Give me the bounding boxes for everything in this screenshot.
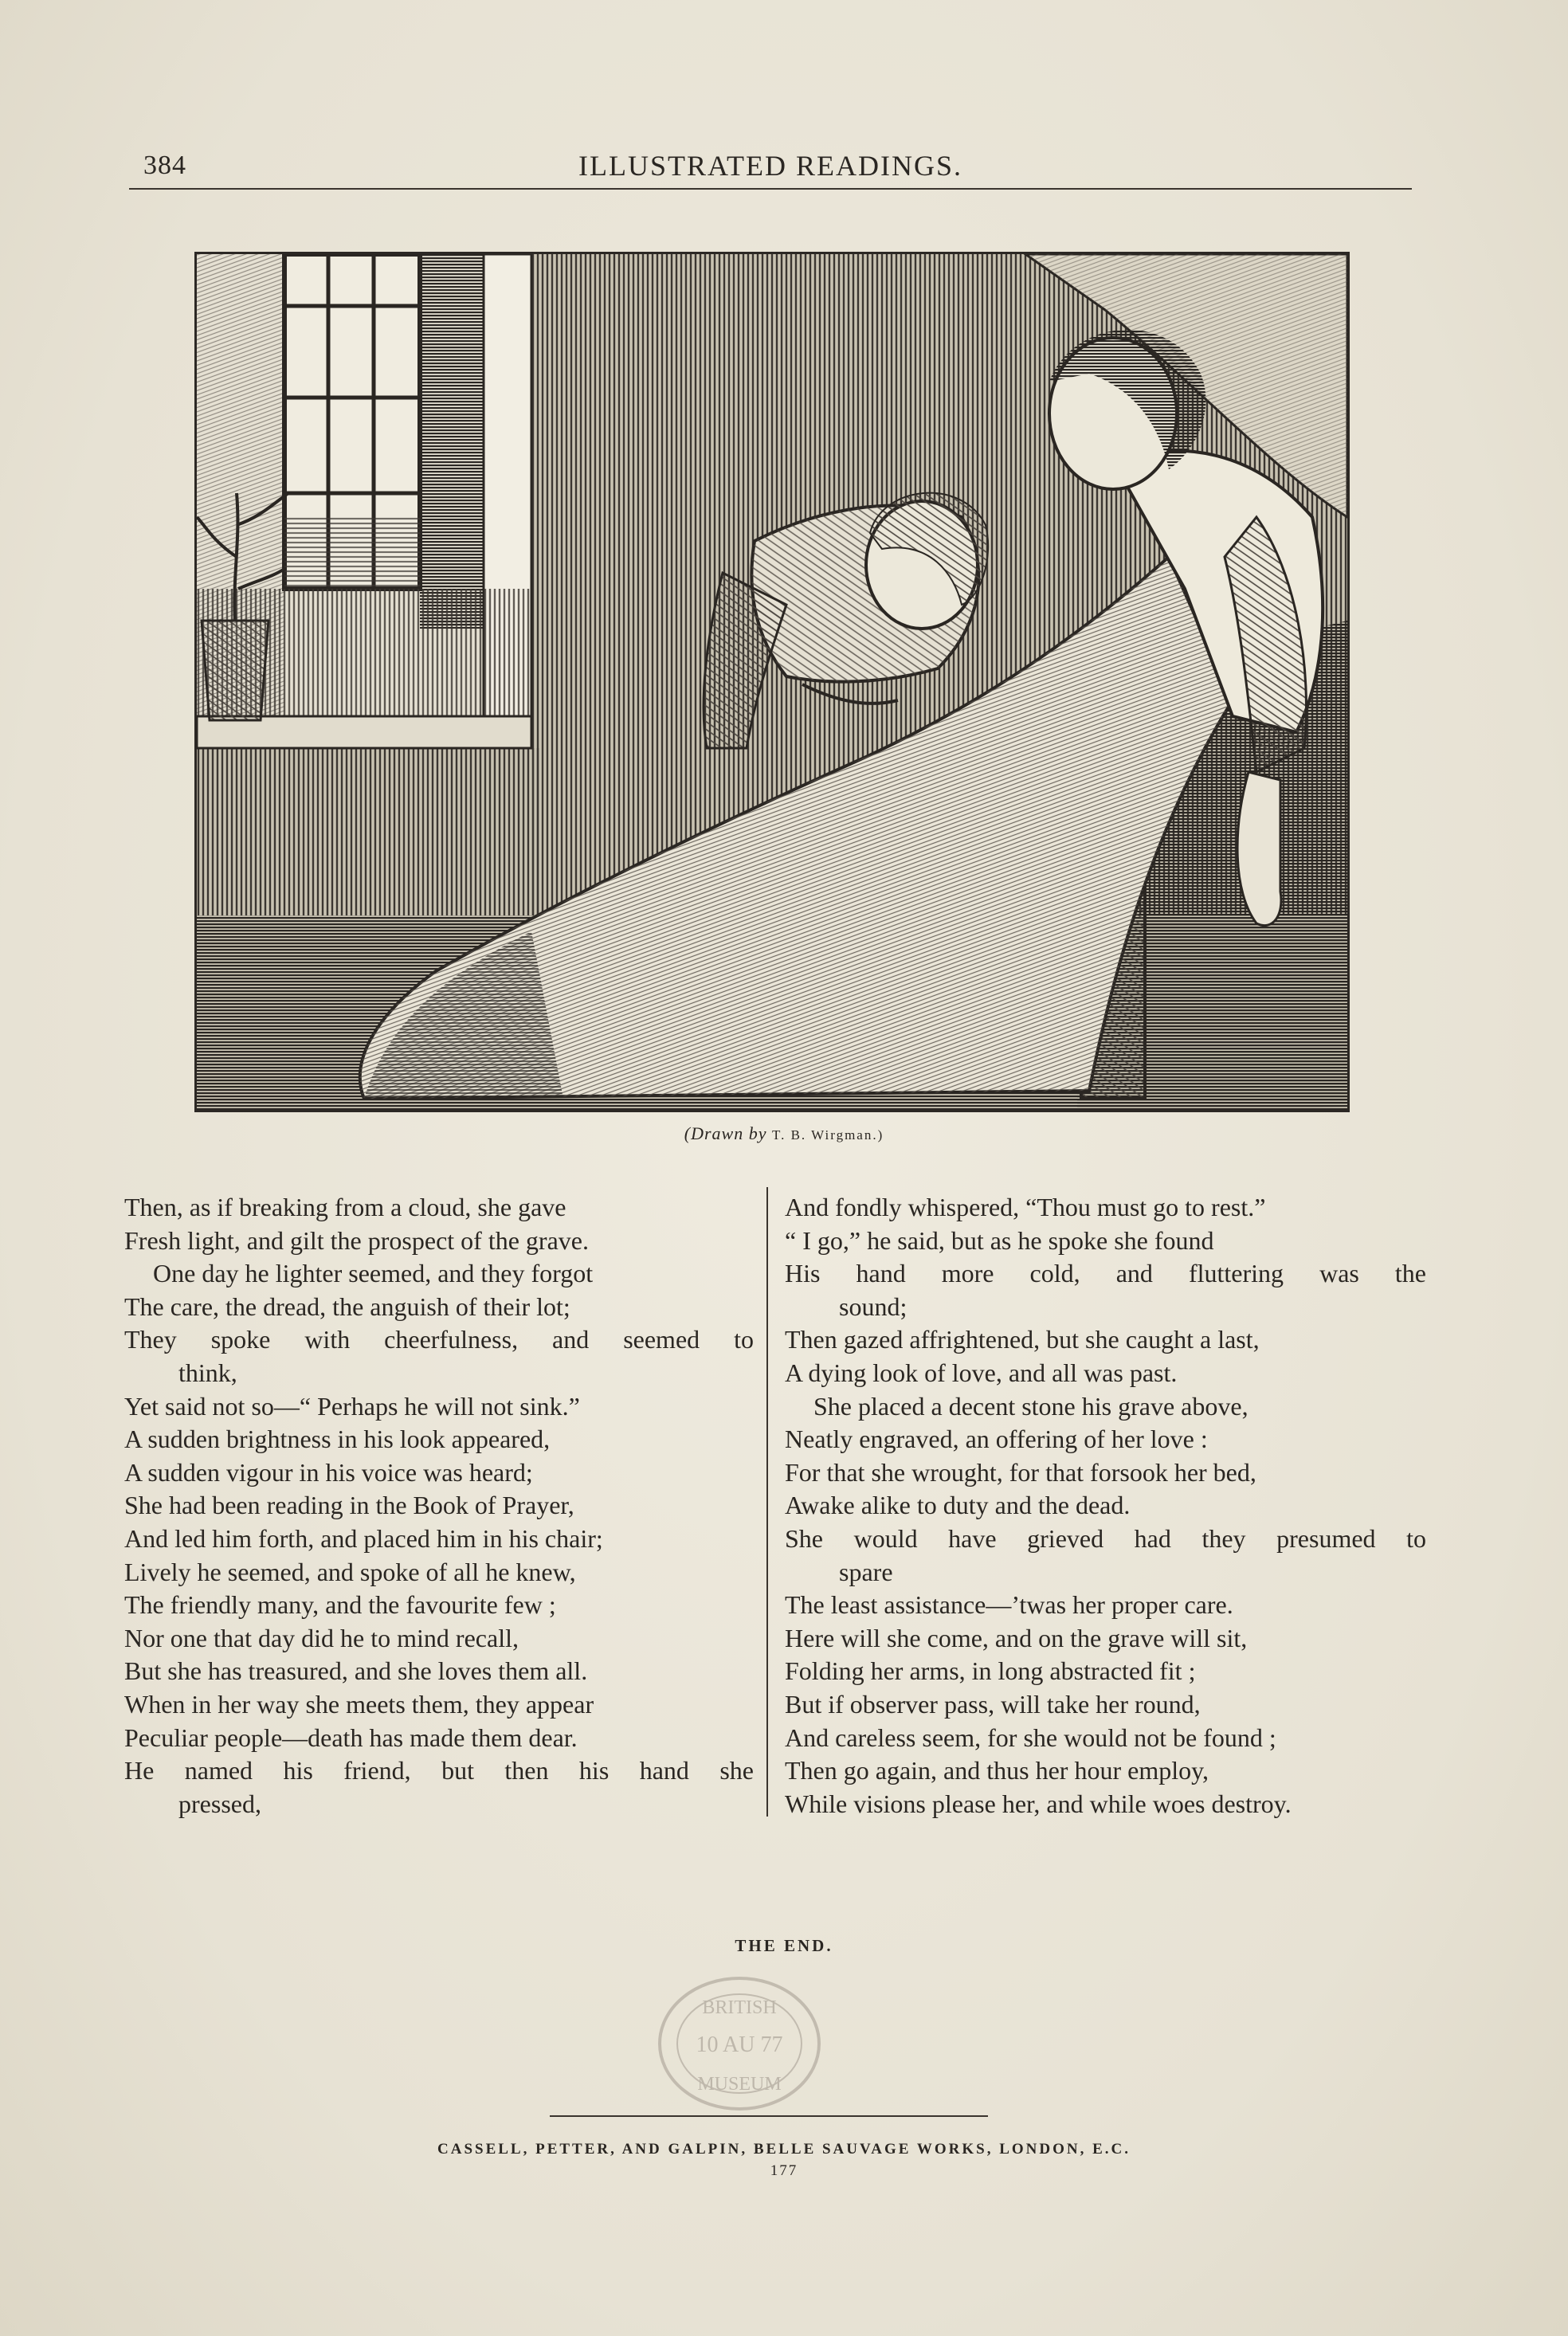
poem-line: And led him forth, and placed him in his chair; — [124, 1523, 603, 1553]
library-stamp — [652, 1972, 827, 2115]
poem-line: Then gazed affrightened, but she caught a last, — [785, 1325, 1260, 1354]
stamp-line-1: BRITISH — [702, 1997, 777, 2018]
poem-line: pressed, — [178, 1789, 261, 1818]
poem-line: Here will she come, and on the grave will sit, — [785, 1623, 1248, 1652]
illustration-caption — [0, 1123, 1568, 1144]
poem-line: “ I go,” he said, but as he spoke she found — [785, 1225, 1214, 1255]
poem-line: Folding her arms, in long abstracted fit ; — [785, 1656, 1196, 1686]
poem-line: She had been reading in the Book of Prayer, — [124, 1491, 574, 1520]
poem-line: For that she wrought, for that forsook her bed, — [785, 1457, 1256, 1487]
poem-line: She placed a decent stone his grave above, — [813, 1391, 1249, 1421]
poem-line: The friendly many, and the favourite few ; — [124, 1590, 556, 1620]
the-end-label: THE END. — [735, 1936, 833, 1955]
footer-rule — [550, 2115, 988, 2117]
poem-line: The care, the dread, the anguish of their lot; — [124, 1291, 570, 1321]
poem-line: Fresh light, and gilt the prospect of the grave. — [124, 1225, 589, 1255]
poem-line: But she has treasured, and she loves them all. — [124, 1656, 588, 1686]
page-number: 384 — [143, 151, 186, 180]
signature-mark: 177 — [770, 2162, 798, 2179]
column-divider — [766, 1187, 768, 1817]
caption-artist: T. B. Wirgman.) — [771, 1127, 884, 1143]
stamp-line-2: 10 AU 77 — [696, 2032, 783, 2057]
poem-line: Lively he seemed, and spoke of all he knew, — [124, 1557, 576, 1586]
shutter — [420, 254, 484, 629]
poem-line: They spoke with cheerfulness, and seemed to — [124, 1325, 754, 1354]
poem-line: A dying look of love, and all was past. — [785, 1358, 1178, 1387]
poem-line: think, — [178, 1358, 237, 1387]
poem-line: sound; — [839, 1291, 907, 1321]
running-title: ILLUSTRATED READINGS. — [578, 150, 962, 182]
plant-pot — [202, 621, 269, 720]
poem-line: Yet said not so—“ Perhaps he will not sink.” — [124, 1391, 580, 1421]
page-header — [129, 147, 1412, 187]
poem-line: While visions please her, and while woes destroy. — [785, 1789, 1292, 1818]
poem-line: Then go again, and thus her hour employ, — [785, 1756, 1209, 1785]
poem-line: Then, as if breaking from a cloud, she gave — [124, 1193, 566, 1221]
lower-wall-shading — [197, 748, 539, 915]
poem-line: And fondly whispered, “Thou must go to rest.” — [785, 1193, 1266, 1221]
poem-line: And careless seem, for she would not be found ; — [785, 1723, 1276, 1752]
poem-line: But if observer pass, will take her round, — [785, 1689, 1201, 1719]
poem-line: When in her way she meets them, they appear — [124, 1689, 594, 1719]
poem-line: He named his friend, but then his hand she — [124, 1756, 754, 1785]
stamp-line-3: MUSEUM — [697, 2074, 782, 2095]
poem-line: One day he lighter seemed, and they forgot — [153, 1259, 594, 1288]
poem-line: Neatly engraved, an offering of her love : — [785, 1425, 1208, 1454]
poem-line: spare — [839, 1557, 893, 1586]
poem-left-column — [124, 1191, 754, 1821]
caption-prefix: (Drawn by — [684, 1123, 767, 1143]
printer-imprint: CASSELL, PETTER, AND GALPIN, BELLE SAUVAGE WORKS, LONDON, E.C. — [437, 2141, 1131, 2158]
poem-line: A sudden vigour in his voice was heard; — [124, 1457, 533, 1487]
header-rule — [129, 188, 1412, 190]
engraving-illustration — [194, 252, 1350, 1112]
sea-view — [284, 517, 420, 589]
poem-right-column — [785, 1191, 1426, 1821]
poem-line: The least assistance—’twas her proper care. — [785, 1590, 1233, 1620]
poem-line: Peculiar people—death has made them dear. — [124, 1723, 578, 1752]
poem-line: Nor one that day did he to mind recall, — [124, 1623, 519, 1652]
poem-line: Awake alike to duty and the dead. — [785, 1491, 1131, 1520]
poem-line: His hand more cold, and fluttering was the — [785, 1259, 1426, 1288]
poem-line: A sudden brightness in his look appeared, — [124, 1425, 551, 1454]
poem-line: She would have grieved had they presumed to — [785, 1523, 1426, 1553]
